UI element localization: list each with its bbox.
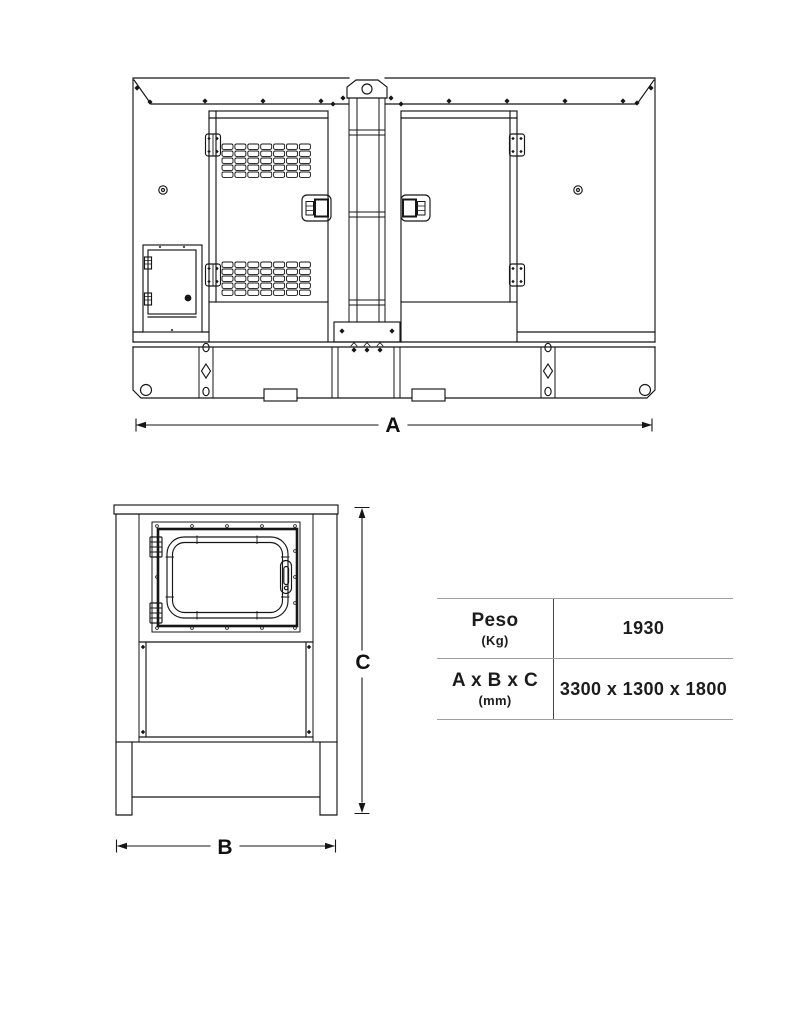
- spec-weight-label: Peso: [471, 609, 519, 631]
- door-gasket-ring: [166, 536, 289, 619]
- hinge-bolt: [519, 267, 522, 270]
- louver-slot: [274, 269, 285, 274]
- louver-slot: [222, 262, 233, 267]
- panel-bolt-dot: [141, 730, 145, 734]
- rivet-dot: [159, 246, 162, 249]
- louver-slot: [287, 151, 298, 156]
- louver-slot: [274, 144, 285, 149]
- rivet-dot: [202, 98, 207, 103]
- louver-slot: [235, 290, 246, 295]
- dimension-a-label: A: [385, 414, 401, 437]
- base-mount-tab: [412, 389, 445, 401]
- hinge-icon: [206, 264, 221, 286]
- louver-slot: [222, 290, 233, 295]
- louver-slot: [235, 158, 246, 163]
- rivet-dot: [377, 347, 382, 352]
- louver-slot: [287, 262, 298, 267]
- rivet-dot: [388, 95, 393, 100]
- louver-slot: [235, 276, 246, 281]
- panel-bolt-dot: [307, 645, 311, 649]
- center-column: [349, 98, 385, 322]
- dimension-a: [136, 414, 652, 437]
- roof-edge-line: [134, 80, 654, 104]
- louver-slot: [235, 144, 246, 149]
- louver-slot: [261, 262, 272, 267]
- rivet-dot: [171, 329, 174, 332]
- rivets-layer: [134, 85, 653, 352]
- louver-slot: [287, 290, 298, 295]
- louver-slot: [299, 283, 310, 288]
- hinge-bolt: [511, 267, 514, 270]
- louver-slot: [248, 283, 259, 288]
- screw-icon: [191, 525, 194, 528]
- base-slot-diamond: [544, 364, 553, 378]
- louver-slot: [235, 269, 246, 274]
- louver-slot: [274, 165, 285, 170]
- base-rail: [133, 342, 655, 347]
- louver-slot: [299, 276, 310, 281]
- louver-slot: [261, 276, 272, 281]
- rivet-dot: [260, 98, 265, 103]
- rivet-dot: [351, 347, 356, 352]
- louver-slot: [222, 165, 233, 170]
- louver-slot: [261, 158, 272, 163]
- louver-slot: [261, 172, 272, 177]
- base-slot-oval: [203, 387, 209, 395]
- screw-icon: [294, 525, 297, 528]
- hinge-bolt: [207, 150, 210, 153]
- hinge-bolt: [207, 267, 210, 270]
- louver-slot: [248, 276, 259, 281]
- door-knob: [185, 295, 192, 302]
- spec-dimensions-unit: (mm): [478, 693, 512, 708]
- rivet-dot: [504, 98, 509, 103]
- louver-grid-upper: [222, 144, 310, 177]
- louver-slot: [274, 276, 285, 281]
- hinge-bolt: [519, 137, 522, 140]
- louver-slot: [261, 269, 272, 274]
- louver-slot: [222, 276, 233, 281]
- louver-slot: [235, 165, 246, 170]
- lower-panel: [139, 642, 313, 737]
- panel-screw-right-icon: [574, 186, 582, 194]
- roof-cap: [114, 505, 338, 514]
- panel-bolt-dot: [307, 730, 311, 734]
- rivet-dot: [183, 246, 186, 249]
- hinge-bolt: [511, 280, 514, 283]
- louver-slot: [248, 290, 259, 295]
- rivet-dot: [340, 95, 345, 100]
- dimension-c: [355, 508, 371, 814]
- louver-slot: [299, 172, 310, 177]
- louver-slot: [299, 269, 310, 274]
- left-door-latch-icon: [302, 195, 331, 221]
- hinge-bolt: [519, 150, 522, 153]
- spec-row-dimensions: [437, 658, 733, 720]
- hinge-bolt: [511, 137, 514, 140]
- side-view: [114, 505, 338, 815]
- louver-slot: [287, 172, 298, 177]
- louver-slot: [299, 262, 310, 267]
- louver-slot: [235, 151, 246, 156]
- louver-slot: [299, 290, 310, 295]
- louver-slot: [299, 144, 310, 149]
- louver-slot: [261, 165, 272, 170]
- hinge-bolt: [207, 137, 210, 140]
- base-slot-diamond: [202, 364, 211, 378]
- lifting-lug-hole: [362, 84, 372, 94]
- louver-slot: [248, 262, 259, 267]
- spec-weight-unit: (Kg): [481, 632, 509, 648]
- louver-slot: [274, 172, 285, 177]
- louver-slot: [261, 283, 272, 288]
- louver-slot: [248, 165, 259, 170]
- base-corner-hole: [640, 385, 651, 396]
- louver-slot: [235, 172, 246, 177]
- door-screws-layer: [156, 525, 297, 630]
- louver-slot: [222, 158, 233, 163]
- front-view: [133, 78, 655, 401]
- right-door-latch-icon: [401, 195, 430, 221]
- rail-bolt-arrows: [351, 343, 383, 347]
- louver-slot: [274, 151, 285, 156]
- louver-slot: [274, 283, 285, 288]
- base-slot-oval: [545, 387, 551, 395]
- hinge-icon: [510, 134, 525, 156]
- spec-weight-value: 1930: [622, 618, 665, 638]
- rivet-dot: [398, 101, 403, 106]
- rivet-dot: [562, 98, 567, 103]
- louver-slot: [274, 262, 285, 267]
- spec-row-weight: [437, 598, 733, 658]
- louver-slot: [248, 158, 259, 163]
- dimension-b: [117, 836, 336, 859]
- control-access-door: [143, 245, 202, 332]
- base-mount-tab: [264, 389, 297, 401]
- rivet-dot: [339, 328, 344, 333]
- base-frame: [133, 342, 655, 401]
- dimension-c-label: C: [355, 651, 371, 674]
- left-door: [209, 111, 328, 302]
- right-door: [401, 111, 517, 302]
- lifting-lug: [347, 80, 387, 98]
- hinge-bolt: [519, 280, 522, 283]
- rivet-dot: [389, 328, 394, 333]
- louver-slot: [222, 151, 233, 156]
- rivet-dot: [364, 347, 369, 352]
- base-corner-hole: [141, 385, 152, 396]
- arrow-up-icon: [359, 508, 366, 518]
- side-body: [116, 514, 337, 742]
- louver-slot: [248, 151, 259, 156]
- louver-slot: [261, 144, 272, 149]
- base-legs: [116, 742, 337, 815]
- column-base-plate: [334, 322, 400, 342]
- hinge-icon: [206, 134, 221, 156]
- louver-slot: [299, 165, 310, 170]
- louver-slot: [287, 144, 298, 149]
- louver-slot: [287, 165, 298, 170]
- louver-slot: [287, 269, 298, 274]
- hinge-bolt: [207, 280, 210, 283]
- louver-slot: [261, 290, 272, 295]
- dimension-b-label: B: [217, 836, 233, 859]
- louver-slot: [248, 269, 259, 274]
- louver-slot: [235, 283, 246, 288]
- louver-slot: [287, 276, 298, 281]
- louver-grid-lower: [222, 262, 310, 295]
- louver-slot: [248, 172, 259, 177]
- panel-screw-left-icon: [159, 186, 167, 194]
- louver-slot: [222, 283, 233, 288]
- spec-weight-label-cell: [437, 599, 554, 658]
- screw-icon: [226, 525, 229, 528]
- arrow-left-icon: [136, 422, 146, 428]
- screw-icon: [261, 525, 264, 528]
- louver-slot: [274, 290, 285, 295]
- arrow-left-icon: [117, 843, 127, 849]
- louver-slot: [235, 262, 246, 267]
- panel-bolt-dot: [141, 645, 145, 649]
- rivet-dot: [318, 98, 323, 103]
- hinge-icon: [510, 264, 525, 286]
- spec-dimensions-label: A x B x C: [451, 670, 539, 691]
- louver-slot: [222, 172, 233, 177]
- louver-slot: [274, 158, 285, 163]
- louver-slot: [287, 158, 298, 163]
- spec-table: [437, 598, 733, 720]
- rivet-dot: [330, 101, 335, 106]
- spec-dimensions-label-cell: [437, 659, 554, 719]
- base-frame-dividers: [199, 347, 555, 398]
- louver-slot: [261, 151, 272, 156]
- louver-slot: [222, 269, 233, 274]
- arrow-down-icon: [359, 803, 366, 813]
- louver-slot: [248, 144, 259, 149]
- arrow-right-icon: [642, 422, 652, 428]
- arrow-right-icon: [325, 843, 335, 849]
- louver-slot: [287, 283, 298, 288]
- spec-dimensions-value: 3300 x 1300 x 1800: [559, 678, 728, 699]
- louver-slot: [299, 151, 310, 156]
- rivet-dot: [620, 98, 625, 103]
- screw-icon: [156, 525, 159, 528]
- hinge-bolt: [511, 150, 514, 153]
- louver-slot: [222, 144, 233, 149]
- louver-slot: [299, 158, 310, 163]
- rivet-dot: [446, 98, 451, 103]
